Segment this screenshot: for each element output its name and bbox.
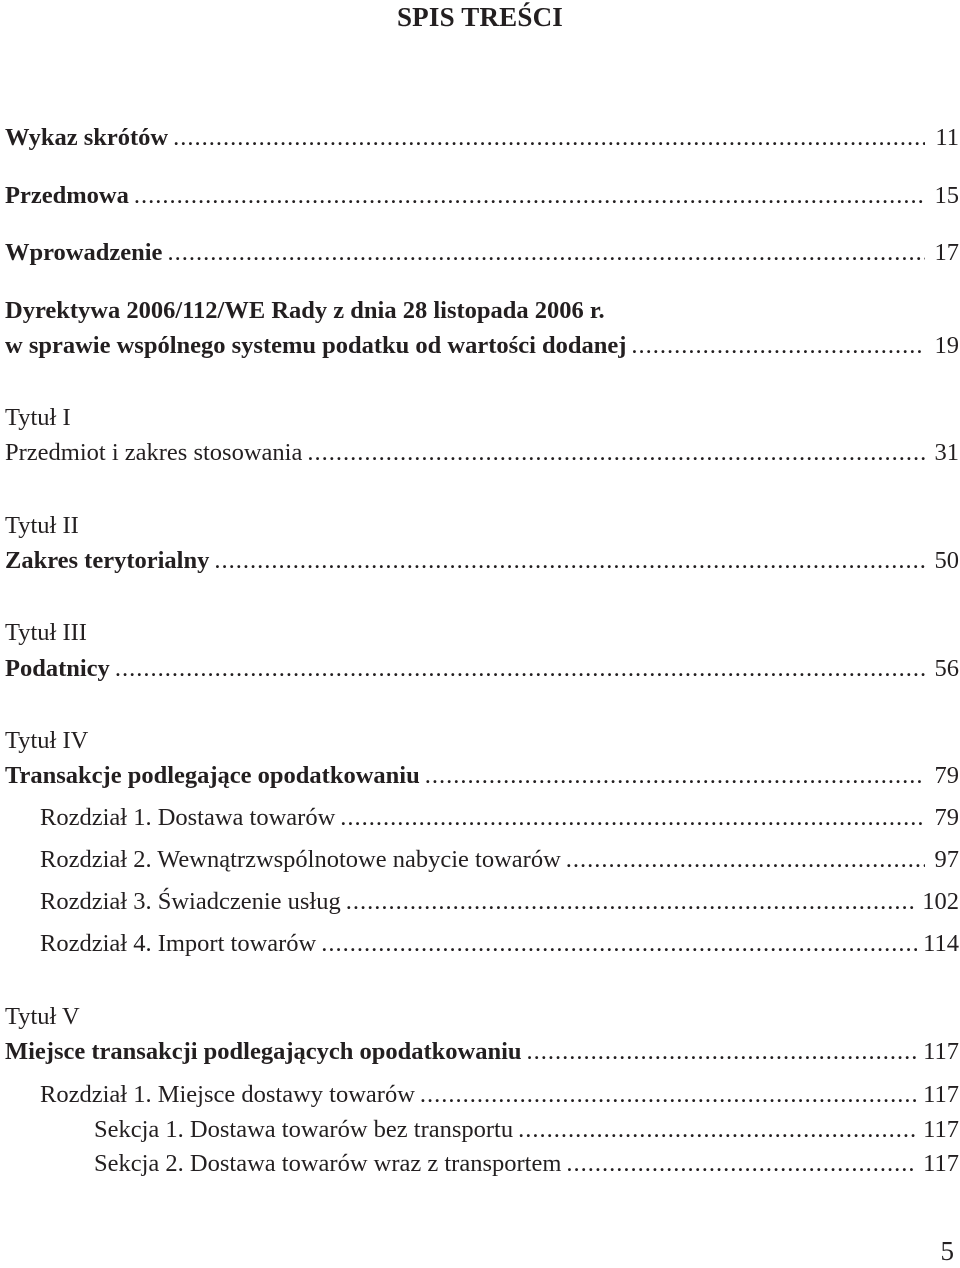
toc-entry-label: Wykaz skrótów xyxy=(5,124,169,151)
dot-leader xyxy=(425,761,925,791)
toc-entry-tytul-1[interactable] xyxy=(5,438,959,468)
toc-entry-label: Przedmowa xyxy=(5,182,129,209)
toc-page-number: 15 xyxy=(934,182,959,209)
toc-entry-tytul-4-rozdzial-3[interactable] xyxy=(40,887,959,917)
page-title: SPIS TREŚCI xyxy=(396,2,564,32)
toc-page-number: 102 xyxy=(922,888,959,915)
dot-leader xyxy=(566,845,925,875)
toc-entry-label: Rozdział 2. Wewnątrzwspólnotowe nabycie towarów xyxy=(40,846,561,873)
toc-entry-tytul-4[interactable] xyxy=(5,761,959,791)
toc-page-number: 50 xyxy=(934,547,959,574)
toc-page-number: 117 xyxy=(923,1081,959,1108)
toc-page-number: 56 xyxy=(934,655,959,682)
dot-leader xyxy=(518,1115,917,1145)
toc-entry-przedmowa[interactable] xyxy=(5,181,959,211)
toc-entry-label: Wprowadzenie xyxy=(5,239,163,266)
toc-title-label-2: Tytuł II xyxy=(5,512,79,539)
toc-page-number: 97 xyxy=(934,846,959,873)
dot-leader xyxy=(340,803,925,833)
toc-title-label-3: Tytuł III xyxy=(5,619,87,646)
toc-page-number: 31 xyxy=(934,439,959,466)
toc-title-label-4: Tytuł IV xyxy=(5,727,89,754)
toc-page-number: 117 xyxy=(923,1116,959,1143)
dot-leader xyxy=(420,1080,917,1110)
toc-entry-label: Transakcje podlegające opodatkowaniu xyxy=(5,762,420,789)
dot-leader xyxy=(321,929,917,959)
toc-page-number: 79 xyxy=(934,762,959,789)
toc-entry-dyrektywa-line1[interactable]: Dyrektywa 2006/112/WE Rady z dnia 28 listopada 2006 r. xyxy=(5,297,605,324)
toc-page-number: 117 xyxy=(923,1038,959,1065)
toc-page-number: 17 xyxy=(934,239,959,266)
toc-entry-label: Miejsce transakcji podlegających opodatkowaniu xyxy=(5,1038,522,1065)
toc-entry-tytul-4-rozdzial-4[interactable] xyxy=(40,929,959,959)
toc-entry-label: Zakres terytorialny xyxy=(5,547,210,574)
dot-leader xyxy=(167,238,925,268)
toc-entry-label: w sprawie wspólnego systemu podatku od wartości dodanej xyxy=(5,332,627,359)
dot-leader xyxy=(307,438,925,468)
toc-entry-label: Sekcja 1. Dostawa towarów bez transportu xyxy=(94,1116,514,1143)
toc-entry-tytul-4-rozdzial-2[interactable] xyxy=(40,845,959,875)
dot-leader xyxy=(115,654,925,684)
dot-leader xyxy=(527,1037,918,1067)
toc-entry-label: Przedmiot i zakres stosowania xyxy=(5,439,303,466)
toc-title-label-1: Tytuł I xyxy=(5,404,71,431)
dot-leader xyxy=(631,331,925,361)
toc-entry-label: Rozdział 1. Dostawa towarów xyxy=(40,804,336,831)
page-number: 5 xyxy=(940,1236,954,1266)
toc-entry-tytul-2[interactable] xyxy=(5,546,959,576)
toc-entry-label: Rozdział 4. Import towarów xyxy=(40,930,317,957)
toc-entry-tytul-3[interactable] xyxy=(5,654,959,684)
dot-leader xyxy=(134,181,925,211)
toc-entry-label: Rozdział 3. Świadczenie usług xyxy=(40,888,341,915)
dot-leader xyxy=(173,123,925,153)
toc-entry-label: Rozdział 1. Miejsce dostawy towarów xyxy=(40,1081,415,1108)
toc-entry-wykaz-skrotow[interactable] xyxy=(5,123,959,153)
toc-entry-tytul-5-sekcja-1[interactable] xyxy=(94,1115,959,1145)
toc-entry-tytul-5-sekcja-2[interactable] xyxy=(94,1149,959,1179)
toc-page-number: 11 xyxy=(935,124,959,151)
toc-entry-dyrektywa[interactable] xyxy=(5,331,959,361)
toc-entry-tytul-5-rozdzial-1[interactable] xyxy=(40,1080,959,1110)
toc-entry-tytul-4-rozdzial-1[interactable] xyxy=(40,803,959,833)
toc-title-label-5: Tytuł V xyxy=(5,1003,80,1030)
toc-entry-wprowadzenie[interactable] xyxy=(5,238,959,268)
toc-page-number: 117 xyxy=(923,1150,959,1177)
toc-entry-tytul-5[interactable] xyxy=(5,1037,959,1067)
dot-leader xyxy=(214,546,925,576)
toc-page-number: 114 xyxy=(923,930,959,957)
toc-page-number: 79 xyxy=(934,804,959,831)
toc-page-number: 19 xyxy=(934,332,959,359)
dot-leader xyxy=(566,1149,917,1179)
toc-entry-label: Sekcja 2. Dostawa towarów wraz z transportem xyxy=(94,1150,562,1177)
dot-leader xyxy=(346,887,917,917)
toc-entry-label: Podatnicy xyxy=(5,655,110,682)
